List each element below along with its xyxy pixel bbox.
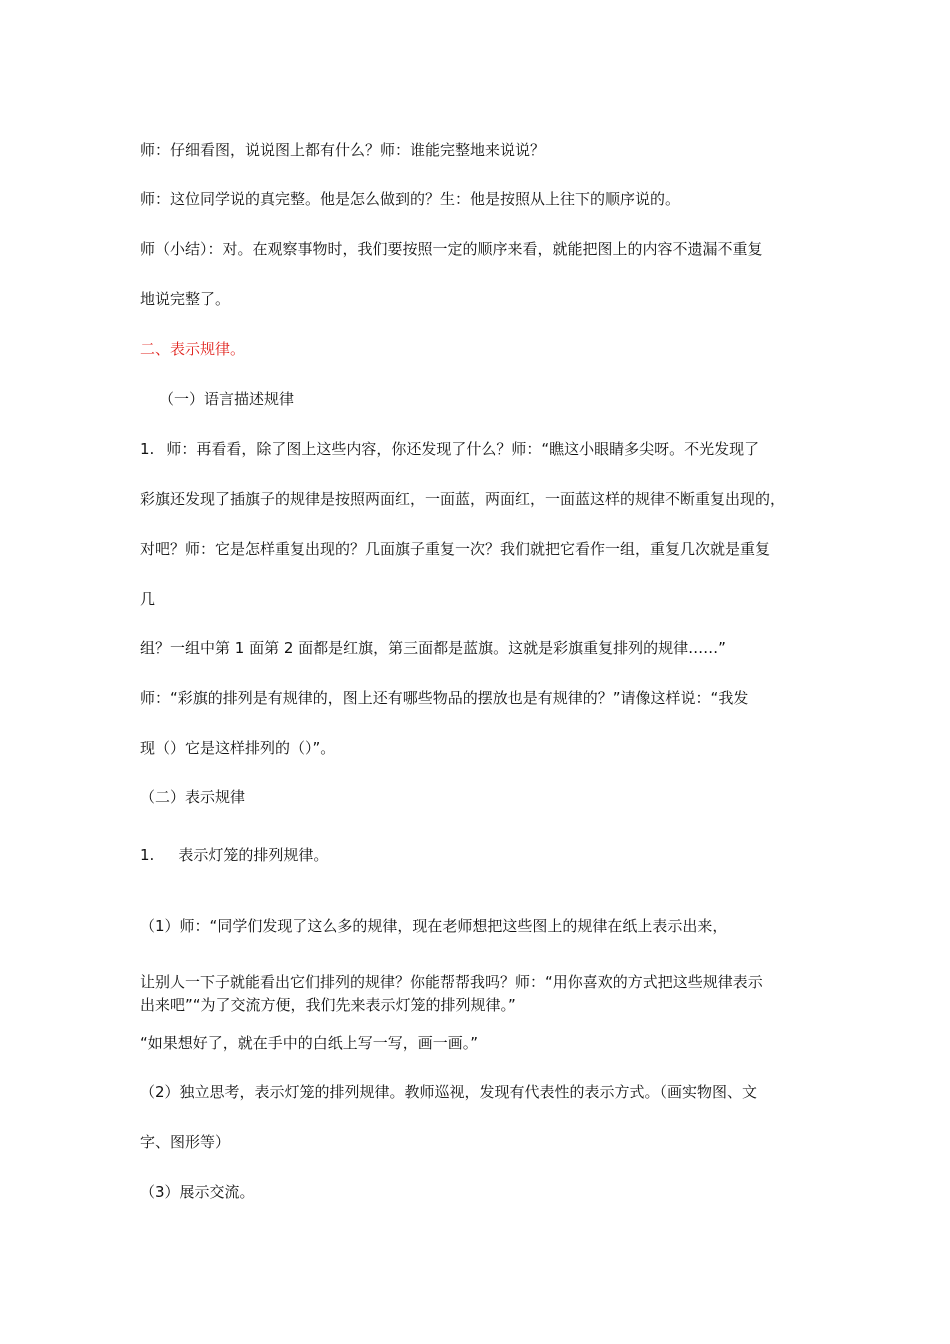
- paragraph-help-line2: 出来吧”“为了交流方便，我们先来表示灯笼的排列规律。”: [140, 996, 516, 1014]
- paragraph-step-2-line2: 字、图形等）: [140, 1133, 231, 1151]
- section-heading-patterns: 二、表示规律。: [140, 340, 246, 358]
- paragraph-help-line1: 让别人一下子就能看出它们排列的规律？你能帮帮我吗？师：“用你喜欢的方式把这些规律表示: [140, 973, 763, 991]
- paragraph-sentence-frame: 现（）它是这样排列的（）”。: [140, 739, 336, 757]
- paragraph-look-at-picture: 师：仔细看图，说说图上都有什么？师：谁能完整地来说说？: [140, 141, 546, 159]
- paragraph-summary-line1: 师（小结）：对。在观察事物时，我们要按照一定的顺序来看，就能把图上的内容不遗漏不重复: [140, 240, 763, 258]
- paragraph-other-items: 师：“彩旗的排列是有规律的，图上还有哪些物品的摆放也是有规律的？”请像这样说：“我发: [140, 689, 749, 707]
- paragraph-flag-group: 组？一组中第 1 面第 2 面都是红旗，第三面都是蓝旗。这就是彩旗重复排列的规律……”: [140, 639, 726, 657]
- paragraph-summary-line2: 地说完整了。: [140, 290, 231, 308]
- paragraph-flag-pattern: 彩旗还发现了插旗子的规律是按照两面红，一面蓝，两面红，一面蓝这样的规律不断重复出现的，: [140, 490, 786, 508]
- subsection-heading-represent: （二）表示规律: [140, 788, 246, 806]
- paragraph-step-1: （1）师：“同学们发现了这么多的规律，现在老师想把这些图上的规律在纸上表示出来，: [140, 917, 728, 935]
- paragraph-fragment: 几: [140, 590, 156, 608]
- list-number: 1.: [140, 846, 155, 864]
- paragraph-write-draw: “如果想好了，就在手中的白纸上写一写，画一画。”: [140, 1034, 479, 1052]
- list-number: 1.: [140, 440, 155, 458]
- subsection-heading-language: （一）语言描述规律: [159, 390, 295, 408]
- list-item-text: 师：再看看，除了图上这些内容，你还发现了什么？师：“瞧这小眼睛多尖呀。不光发现了: [166, 440, 760, 458]
- paragraph-step-3: （3）展示交流。: [140, 1183, 255, 1201]
- paragraph-flag-repeat: 对吧？师：它是怎样重复出现的？几面旗子重复一次？我们就把它看作一组，重复几次就是重复: [140, 540, 771, 558]
- paragraph-student-complete: 师：这位同学说的真完整。他是怎么做到的？生：他是按照从上往下的顺序说的。: [140, 190, 681, 208]
- list-item-lantern: [140, 845, 328, 865]
- list-item-text: 表示灯笼的排列规律。: [178, 846, 329, 864]
- paragraph-step-2-line1: （2）独立思考，表示灯笼的排列规律。教师巡视，发现有代表性的表示方式。（画实物图、文: [140, 1083, 758, 1101]
- list-item-1-line1: [140, 439, 759, 459]
